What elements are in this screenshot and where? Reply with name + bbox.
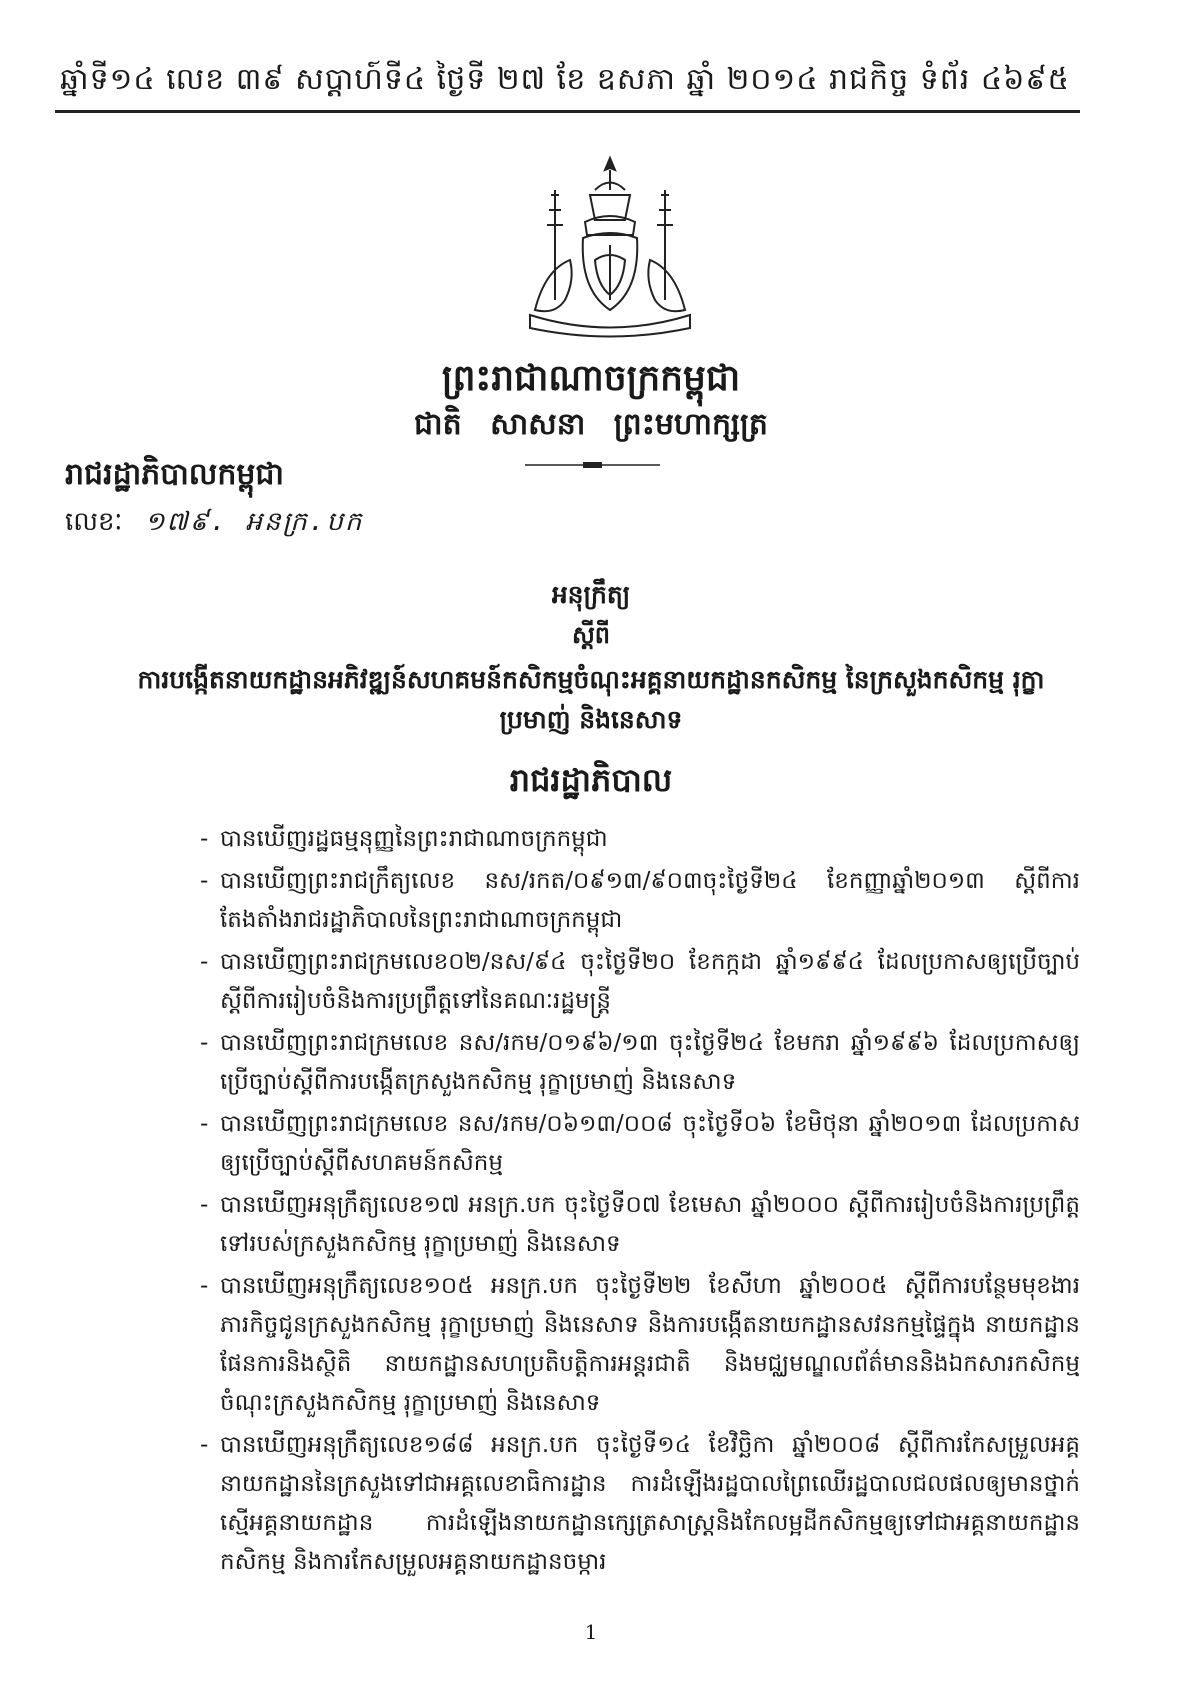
gazette-header: ឆ្នាំទី១៤ លេខ ៣៩ សប្តាហ៍ទី៤ ថ្ងៃទី ២៧ ខែ ឧសភា ឆ្នាំ ២០១៤ រាជកិច្ច ទំព័រ ៤៦៩៥ [60,62,1070,97]
page-number: 1 [584,1620,598,1644]
list-item: - បានឃើញព្រះរាជក្រមលេខ០២/នស/៩៤ ចុះថ្ងៃទី២០ ខែកក្កដា ឆ្នាំ១៩៩៤ ដែលប្រកាសឲ្យប្រើច្បាប់ស្តីពីការរៀបចំនិងការប្រព្រឹត្តទៅនៃគណៈរដ្ឋមន្ត្រី [200,943,1080,1021]
kingdom-title: ព្រះរាជាណាចក្រកម្ពុជា [441,357,741,399]
list-item: - បានឃើញអនុក្រឹត្យលេខ១៧ អនក្រ.បក ចុះថ្ងៃទី០៧ ខែមេសា ឆ្នាំ២០០០ ស្តីពីការរៀបចំនិងការប្រព្រឹត្តទៅរបស់ក្រសួងកសិកម្ម រុក្ខាប្រមាញ់ និងនេសាទ [200,1186,1080,1264]
header-rule [55,110,1080,113]
list-item: - បានឃើញអនុក្រឹត្យលេខ១០៥ អនក្រ.បក ចុះថ្ងៃទី២២ ខែសីហា ឆ្នាំ២០០៥ ស្តីពីការបន្ថែមមុខងារភារកិច្ចជូនក្រសួងកសិកម្ម រុក្ខាប្រមាញ់ និងនេសាទ និងការបង្កើតនាយកដ្ឋានសវនកម្មផ្ទៃក្នុង នាយកដ្ឋានផែនការនិងស្ថិតិ នាយកដ្ឋានសហប្រតិបត្តិការអន្តរជាតិ និងមជ្ឈមណ្ឌលព័ត៌មាននិងឯកសារកសិកម្ម ចំណុះក្រសួងកសិកម្ម រុក្ខាប្រមាញ់ និងនេសាទ [200,1267,1080,1423]
ornamental-divider [525,462,660,468]
national-motto: ជាតិ សាសនា ព្រះមហាក្សត្រ [414,407,768,442]
document-number [65,505,363,543]
document-subject: ការបង្កើតនាយកដ្ឋានអភិវឌ្ឍន៍សហគមន៍កសិកម្មចំណុះអគ្គនាយកដ្ឋានកសិកម្ម នៃក្រសួងកសិកម្ម រុក្ខាប្រមាញ់ និងនេសាទ [137,665,1045,734]
list-item: - បានឃើញព្រះរាជក្រមលេខ នស/រកម/០១៩៦/១៣ ចុះថ្ងៃទី២៤ ខែមករា ឆ្នាំ១៩៩៦ ដែលប្រកាសឲ្យប្រើច្បាប់ស្តីពីការបង្កើតក្រសួងកសិកម្ម រុក្ខាប្រមាញ់ និងនេសាទ [200,1024,1080,1102]
preamble-clauses [200,820,1080,1585]
list-item: - បានឃើញព្រះរាជក្រឹត្យលេខ នស/រកត/០៩១៣/៩០៣ចុះថ្ងៃទី២៤ ខែកញ្ញាឆ្នាំ២០១៣ ស្តីពីការតែងតាំងរាជរដ្ឋាភិបាលនៃព្រះរាជាណាចក្រកម្ពុជា [200,862,1080,940]
list-item: - បានឃើញអនុក្រឹត្យលេខ១៨៨ អនក្រ.បក ចុះថ្ងៃទី១៤ ខែវិច្ឆិកា ឆ្នាំ២០០៨ ស្តីពីការកែសម្រួលអគ្គនាយកដ្ឋាននៃក្រសួងទៅជាអគ្គលេខាធិការដ្ឋាន ការដំឡើងរដ្ឋបាលព្រៃឈើរដ្ឋបាលជលផលឲ្យមានថ្នាក់ស្មើអគ្គនាយកដ្ឋាន ការដំឡើងនាយកដ្ឋានក្សេត្រសាស្ត្រនិងកែលម្អដីកសិកម្មឲ្យទៅជាអគ្គនាយកដ្ឋានកសិកម្ម និងការកែសម្រួលអគ្គនាយកដ្ឋានចម្ការ [200,1426,1080,1582]
list-item: - បានឃើញរដ្ឋធម្មនុញ្ញនៃព្រះរាជាណាចក្រកម្ពុជា [200,820,1080,859]
royal-coat-of-arms-icon [515,150,705,340]
section-heading: រាជរដ្ឋាភិបាល [509,761,673,799]
issuer-name: រាជរដ្ឋាភិបាលកម្ពុជា [65,457,284,492]
document-type: អនុក្រឹត្យ [551,580,631,609]
document-number-value: ១៧៩. អនក្រ.បក [144,507,364,537]
list-item: - បានឃើញព្រះរាជក្រមលេខ នស/រកម/០៦១៣/០០៨ ចុះថ្ងៃទី០៦ ខែមិថុនា ឆ្នាំ២០១៣ ដែលប្រកាសឲ្យប្រើច្បាប់ស្តីពីសហគមន៍កសិកម្ម [200,1105,1080,1183]
about-label: ស្តីពី [571,621,611,649]
document-number-label: លេខៈ [65,507,123,537]
